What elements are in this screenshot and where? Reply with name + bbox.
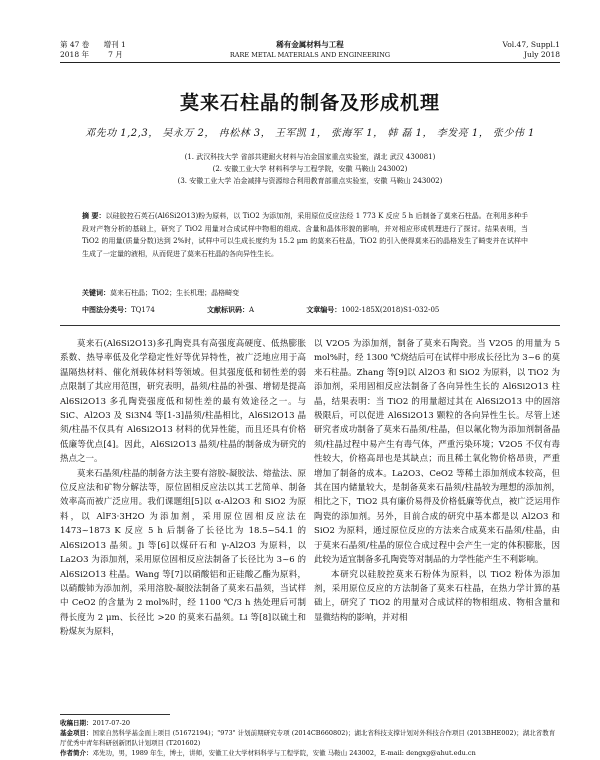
paragraph: 以 V2O5 为添加剂，制备了莫来石陶瓷。当 V2O5 的用量为 5 mol%时，经 1300 ℃烧结后可在试样中形成长径比为 3~6 的莫来石柱晶。Zhang 等[9]以 Al2O3 和 SiO2 为原料，以 TiO2 为添加剂，采用固相反应法制备了各向异性生长的 Al6Si2O13 柱晶，结果表明：当 TiO2 的用量超过其在 Al6Si2O13 中的固溶极限后，可以促进 Al6Si2O13 颗粒的各向异性生长。尽管上述研究者成功制备了莫来石晶须/柱晶，但以氟化物为添加剂制备晶须/柱晶过程中易产生有毒气体，严重污染环境；V2O5 不仅有毒性较大，价格高昂也是其缺点；而且稀土氧化物价格昂贵，严重增加了制备的成本。La2O3、CeO2 等稀土添加剂成本较高，但其在国内储量较大，是制备莫来石晶须/柱晶较为理想的添加剂，相比之下，TiO2 具有廉价易得及价格低廉等优点，被广泛运用作陶瓷的添加剂。另外，目前合成的研究中基本都是以 Al2O3 和 SiO2 为原料，通过原位反应的方法来合成莫来石晶须/柱晶，由于莫来石晶须/柱晶的原位合成过程中会产生一定的体积膨胀，因此较为适宜制备多孔陶瓷等对制品的力学性能产生不利影响。: [314, 339, 560, 566]
paragraph: 莫来石晶须/柱晶的制备方法主要有溶胶-凝胶法、熔盐法、原位反应法和矿物分解法等，原位固相反应法以其工艺简单、制备效率高而被广泛应用。我们课题组[5]以 α-Al2O3 和 SiO2 为原料，以 AlF3·3H2O 为添加剂，采用原位固相反应法在 1473~1873 K 反应 5 h 后制备了长径比为 18.5~54.1 的 Al6Si2O13 晶须。Ji 等[6]以煤矸石和 γ-Al2O3 为原料，以 La2O3 为添加剂，采用原位固相反应法制备了长径比为 3~6 的 Al6Si2O13 柱晶。Wang 等[7]以硝酸铝和正硅酸乙酯为原料，以硝酸铈为添加剂，采用溶胶-凝胶法制备了莫来石晶须，当试样中 CeO2 的含量为 2 mol%时，经 1100 ℃/3 h 热处理后可制得长度为 2 μm、长径比 >20 的莫来石晶须。Li 等[8]以硫土和粉煤灰为原料，: [60, 468, 306, 638]
paragraph: 莫来石(Al6Si2O13)多孔陶瓷具有高强度高硬度、低热膨胀系数、热导率低及化学稳定性好等优异特性，被广泛地应用于高温隔热材料、催化剂载体材料等领域。但其强度低和韧性差的弱点限制了其应用范围，研究表明，晶须/柱晶的补强、增韧是提高 Al6Si2O13 多孔陶瓷强度低和韧性差的最有效途径之一。与 SiC、Al2O3 及 Si3N4 等[1-3]晶须/柱晶相比，Al6Si2O13 晶须/柱晶不仅具有 Al6Si2O13 材料的优异性能，而且还具有价格低廉等优点[4]。因此，Al6Si2O13 晶须/柱晶的制备成为研究的热点之一。: [60, 339, 306, 465]
footnotes: [60, 718, 560, 758]
header-rule: [60, 62, 560, 63]
footnote-label: 作者简介：: [60, 749, 93, 757]
footnote-received: [60, 718, 560, 728]
footnote-label: 收稿日期：: [60, 719, 93, 727]
footnote-text: 2017-07-20: [92, 719, 130, 727]
affiliation-2: (2. 安徽工业大学 材料科学与工程学院，安徽 马鞍山 243002): [212, 165, 408, 173]
article-no-value: 1002-185X(2018)S1-032-05: [341, 306, 440, 314]
paragraph: 本研究以硅胶控莫来石粉体为原料，以 TiO2 粉体为添加剂，采用原位反应的方法制备了莫来石柱晶，在热力学计算的基础上，研究了 TiO2 的用量对合成试样的物相组成、物相含量和显微结构的影响，并对相: [314, 569, 560, 623]
volume-en: Vol.47, Suppl.1: [502, 40, 560, 49]
footnote-rule: [60, 714, 170, 715]
footnote-label: 基金项目：: [60, 729, 93, 737]
date-en: July 2018: [524, 50, 560, 59]
abstract: [82, 210, 528, 260]
year: 2018 年: [60, 50, 89, 59]
abstract-text: 以硅胶控石英石(Al6Si2O13)粉为原料，以 TiO2 为添加剂，采用原位反应法经 1 773 K 反应 5 h 后制备了莫来石柱晶。在利用多种手段对产物分析的基础上，研究了 TiO2 用量对合成试样中物相的组成、含量和晶体形貌的影响，并对相应形成机理进行了探讨。结果表明，当 TiO2 的用量(质量分数)达到 2%时，试样中可以生成长度约为 15.2 μm 的莫来石柱晶，TiO2 的引入使得莫来石的晶格发生了畸变并在试样中生成了一定量的液相，从而促进了莫来石柱晶的各向异性生长。: [82, 212, 528, 258]
footnote-text: 国家自然科学基金面上项目 (51672194)；"973" 计划前期研究专项 (2014CB660802)；湖北省科技支撑计划对外科技合作项目 (2013BHE002)；湖北省教育厅优秀中青年科研创新团队计划项目 (T201602): [60, 729, 556, 747]
footnote-author: [60, 748, 560, 758]
abstract-label: 摘 要：: [82, 211, 106, 220]
running-header: [60, 40, 560, 62]
header-center: [60, 40, 560, 60]
volume: 第 47 卷: [60, 40, 90, 49]
header-right: [503, 40, 560, 60]
author-list: 邓先功 1,2,3， 吴永万 2， 冉松林 3， 王军凯 1， 张海军 1， 韩 磊 1， 李发亮 1， 张少伟 1: [85, 128, 535, 139]
footnote-text: 邓先功，男，1989 年生，博士，讲师，安徽工业大学材料科学与工程学院，安徽 马鞍山 243002，E-mail: dengxg@ahut.edu.cn: [92, 749, 476, 757]
article-no-label: 文章编号：: [306, 305, 342, 314]
doc-code-label: 文献标识码：: [207, 305, 250, 314]
doc-code-value: A: [249, 306, 255, 314]
affiliation-3: (3. 安徽工业大学 冶金减排与资源综合利用教育部重点实验室，安徽 马鞍山 243002): [177, 177, 443, 185]
journal-name-cn: 稀有金属材料与工程: [276, 40, 344, 49]
affiliation-1: (1. 武汉科技大学 省部共建耐火材料与冶金国家重点实验室，湖北 武汉 430081): [184, 153, 436, 161]
body-column-right: [314, 337, 560, 625]
paper-title: 莫来石柱晶的制备及形成机理: [179, 92, 440, 114]
clc-value: TQ174: [131, 306, 155, 314]
keywords: [82, 288, 528, 298]
footnote-funding: [60, 728, 560, 748]
affiliations: [60, 151, 560, 187]
body-column-left: [60, 337, 306, 640]
month: 7 月: [108, 50, 123, 59]
journal-name-en: RARE METAL MATERIALS AND ENGINEERING: [229, 51, 391, 59]
abstract-rule: [60, 325, 560, 326]
keywords-label: 关键词：: [82, 288, 110, 297]
keywords-text: 莫来石柱晶；TiO2；生长机理；晶格畸变: [110, 289, 240, 297]
supplement: 增刊 1: [103, 40, 126, 49]
classification-line: [82, 305, 528, 315]
clc-label: 中图法分类号：: [82, 305, 131, 314]
